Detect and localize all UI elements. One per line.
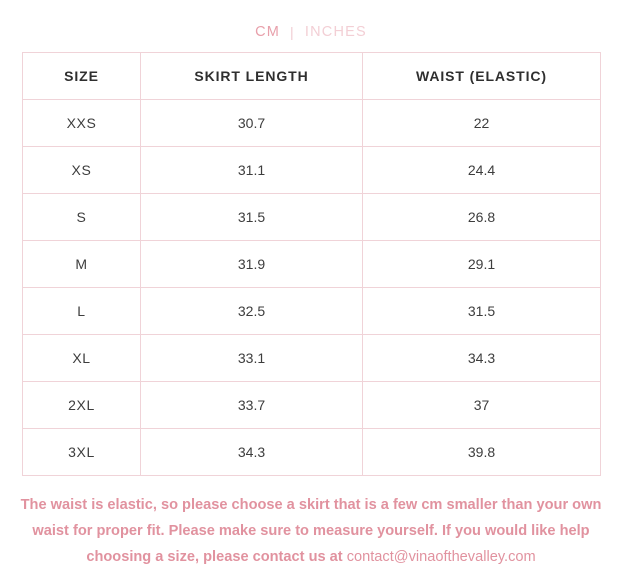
cell-skirt-length: 33.7 — [141, 382, 363, 429]
cell-size: M — [23, 241, 141, 288]
cell-skirt-length: 32.5 — [141, 288, 363, 335]
unit-option-inches[interactable]: INCHES — [304, 24, 367, 40]
table-row — [23, 288, 601, 335]
unit-separator: | — [290, 24, 295, 40]
cell-size: 2XL — [23, 382, 141, 429]
table-row — [23, 147, 601, 194]
table-row — [23, 382, 601, 429]
cell-waist: 24.4 — [363, 147, 601, 194]
cell-waist: 31.5 — [363, 288, 601, 335]
cell-size: L — [23, 288, 141, 335]
cell-skirt-length: 31.1 — [141, 147, 363, 194]
cell-skirt-length: 31.5 — [141, 194, 363, 241]
size-table — [22, 52, 601, 476]
cell-size: S — [23, 194, 141, 241]
cell-size: XS — [23, 147, 141, 194]
size-note-text: The waist is elastic, so please choose a skirt that is a few cm smaller than your own waist for proper fit. Please make sure to measure yourself. If you would like help choosing a size, please contact us at — [20, 497, 602, 565]
cell-waist: 22 — [363, 100, 601, 147]
cell-waist: 29.1 — [363, 241, 601, 288]
cell-skirt-length: 34.3 — [141, 429, 363, 476]
table-row — [23, 335, 601, 382]
unit-option-cm[interactable]: CM — [255, 24, 281, 40]
cell-skirt-length: 31.9 — [141, 241, 363, 288]
size-table-container — [22, 52, 600, 476]
column-header-skirt-length: SKIRT LENGTH — [141, 53, 363, 100]
cell-skirt-length: 33.1 — [141, 335, 363, 382]
cell-waist: 26.8 — [363, 194, 601, 241]
size-note — [18, 492, 604, 570]
cell-size: XL — [23, 335, 141, 382]
cell-size: XXS — [23, 100, 141, 147]
column-header-waist: WAIST (ELASTIC) — [363, 53, 601, 100]
cell-waist: 34.3 — [363, 335, 601, 382]
unit-toggle[interactable] — [0, 0, 622, 52]
cell-skirt-length: 30.7 — [141, 100, 363, 147]
cell-waist: 39.8 — [363, 429, 601, 476]
table-header-row — [23, 53, 601, 100]
table-row — [23, 429, 601, 476]
table-row — [23, 100, 601, 147]
table-row — [23, 241, 601, 288]
contact-email: contact@vinaofthevalley.com — [346, 549, 536, 565]
table-row — [23, 194, 601, 241]
column-header-size: SIZE — [23, 53, 141, 100]
cell-size: 3XL — [23, 429, 141, 476]
cell-waist: 37 — [363, 382, 601, 429]
